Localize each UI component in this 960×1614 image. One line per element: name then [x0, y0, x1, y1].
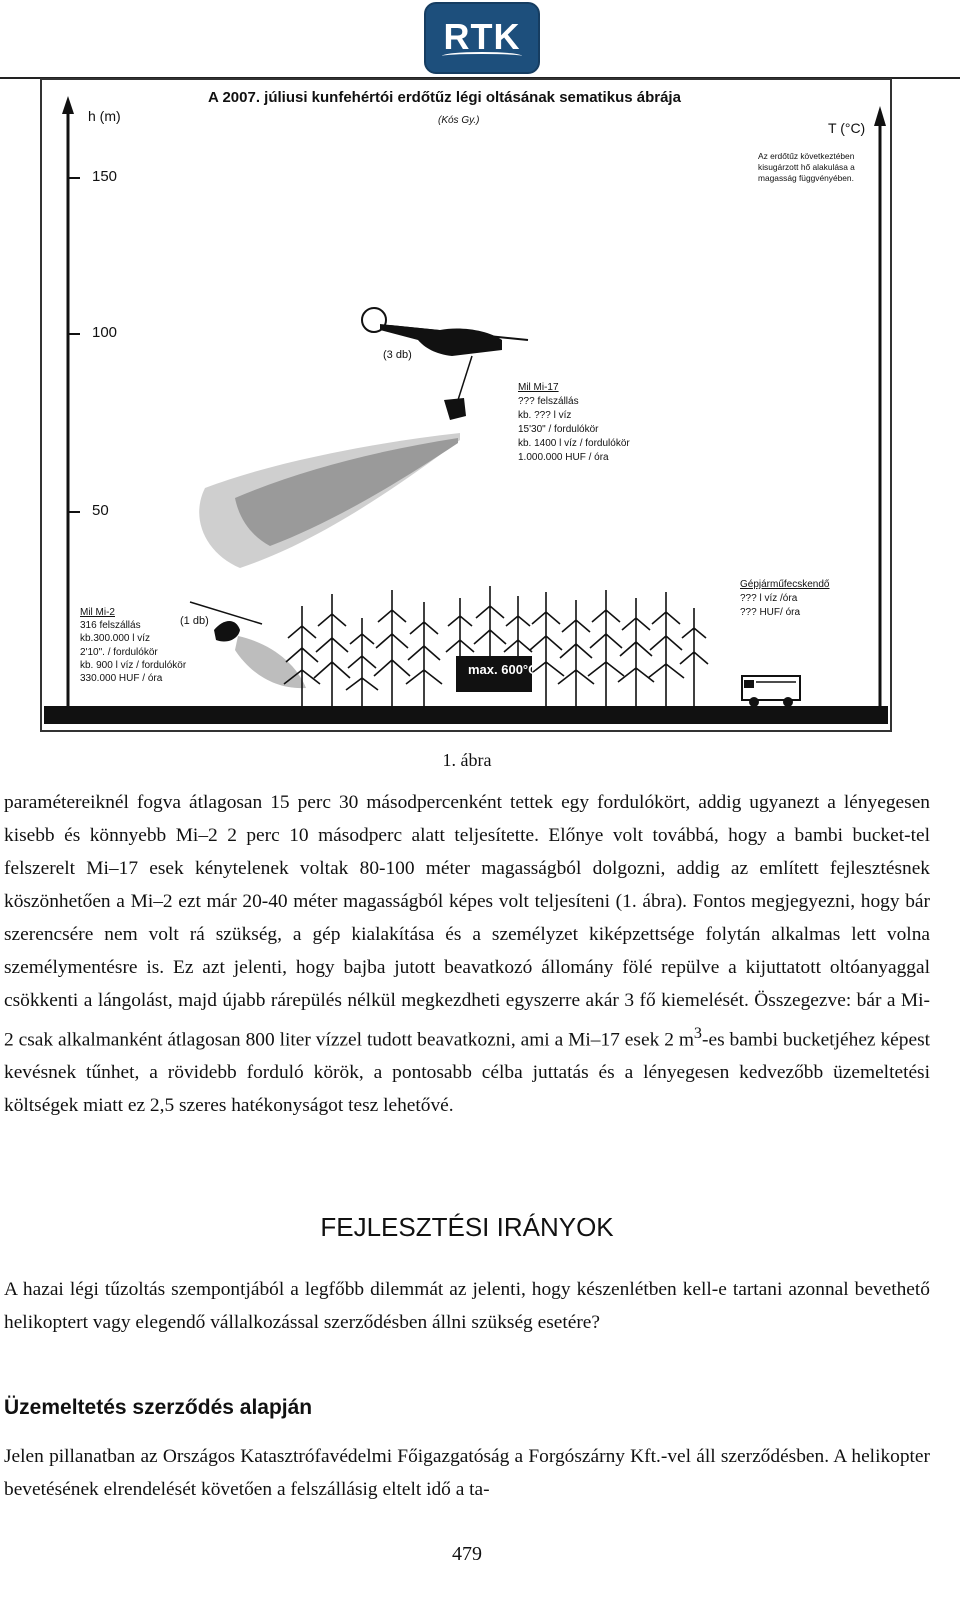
figure-caption: 1. ábra	[442, 750, 492, 770]
page-number: 479	[452, 1543, 482, 1565]
figure-note: Az erdőtűz következtében kisugárzott hő alakulása a magasság függvényében.	[758, 151, 855, 183]
mi17-line: kb. 1400 l víz / fordulókör	[518, 438, 630, 449]
ground	[44, 706, 888, 724]
mi2-line: 316 felszállás	[80, 620, 141, 632]
tick-label-50: 50	[92, 502, 109, 519]
mi2-line: 2'10". / fordulókör	[80, 646, 158, 658]
mi17-line: ??? felszállás	[518, 396, 579, 407]
mi17-count: (3 db)	[383, 349, 412, 361]
mi2-line: 330.000 HUF / óra	[80, 673, 163, 685]
left-axis-label: h (m)	[88, 108, 121, 124]
mi17-line: kb. ??? l víz	[518, 410, 572, 421]
mi17-line: 15'30" / fordulókör	[518, 424, 599, 435]
paragraph-2: A hazai légi tűzoltás szempontjából a legfőbb dilemmát az jelenti, hogy készenlétben kell-e tartani azonnal bevethető helikoptert vagy elegendő vállalkozással szerződésben állni szükség esetére?	[4, 1279, 930, 1333]
mi2-info	[80, 606, 186, 685]
mi2-count: (1 db)	[180, 615, 209, 627]
mi2-name: Mil Mi-2	[80, 607, 115, 618]
figure-subtitle: (Kós Gy.)	[438, 115, 480, 126]
engine-info	[740, 578, 830, 620]
engine-line: ??? HUF/ óra	[740, 607, 801, 618]
mi17-line: 1.000.000 HUF / óra	[518, 452, 609, 463]
engine-line: ??? l víz /óra	[740, 593, 798, 604]
logo-text: RTK	[443, 16, 521, 57]
right-axis-label: T (°C)	[828, 120, 866, 136]
mi2-line: kb. 900 l víz / fordulókör	[80, 659, 187, 671]
fire-label: max. 600°C	[468, 662, 538, 677]
mi17-info	[518, 381, 630, 465]
mi17-name: Mil Mi-17	[518, 382, 559, 393]
page-header	[0, 0, 960, 80]
mi2-line: kb.300.000 l víz	[80, 633, 151, 645]
tick-label-150: 150	[92, 168, 118, 185]
paragraph-1-part-b: -es bambi bucketjéhez képest kevésnek tűnhet, a rövidebb forduló körök, a pontosabb célba juttatás és a lényegesen kedvezőbb üzemeltetési költségek miatt ez 2,5 szeres hatékonyságot tesz lehetővé.	[4, 1029, 931, 1117]
section-heading: FEJLESZTÉSI IRÁNYOK	[320, 1212, 614, 1242]
paragraph-1-part-a: paramétereiknél fogva átlagosan 15 perc 30 másodpercenként tettek egy fordulókört, addig ugyanezt a lényegesen kisebb és könnyebb Mi–2 2 perc 10 másodperc alatt teljesítette. Előnye volt továbbá, hogy a bambi bucket-tel felszerelt Mi–17 esek kénytelenek voltak 80-100 méter magasságból dolgozni, addig az említett fejlesztésnek köszönhetően a Mi–2 ezt már 20-40 méter magasságból képes volt teljesíteni (1. ábra). Fontos megjegyezni, hogy bár szerencsére nem volt rá szükség, a gép kialakítása és a személyzet kiképzettsége folytán alkalmas lett volna személymentésre is. Ez azt jelenti, hogy bajba jutott beavatkozó állomány fölé repülve a kijuttatott oltóanyaggal csökkenti a lángolást, majd újabb rárepülés nélkül megkezdheti egyszerre akár 3 fő kiemelését. Összegezve: bár a Mi-2 csak alkalmanként átlagosan 800 liter vízzel tudott beavatkozni, ami a Mi–17 esek 2 m	[4, 792, 930, 1051]
paragraph-3: Jelen pillanatban az Országos Katasztrófavédelmi Főigazgatóság a Forgószárny Kft.-vel áll szerződésben. A helikopter bevetésének elrendelését követően a felszállásig eltelt idő a ta-	[4, 1446, 930, 1500]
subsection-heading: Üzemeltetés szerződés alapján	[4, 1396, 313, 1419]
figure-title: A 2007. júliusi kunfehértói erdőtűz légi oltásának sematikus ábrája	[208, 89, 681, 106]
rtk-logo	[424, 2, 540, 74]
superscript-3: 3	[693, 1025, 702, 1042]
logo-swoosh	[442, 52, 522, 60]
engine-name: Gépjárműfecskendő	[740, 579, 830, 590]
paragraph-1	[4, 786, 930, 1122]
figure-1	[40, 78, 918, 754]
tick-label-100: 100	[92, 324, 118, 341]
